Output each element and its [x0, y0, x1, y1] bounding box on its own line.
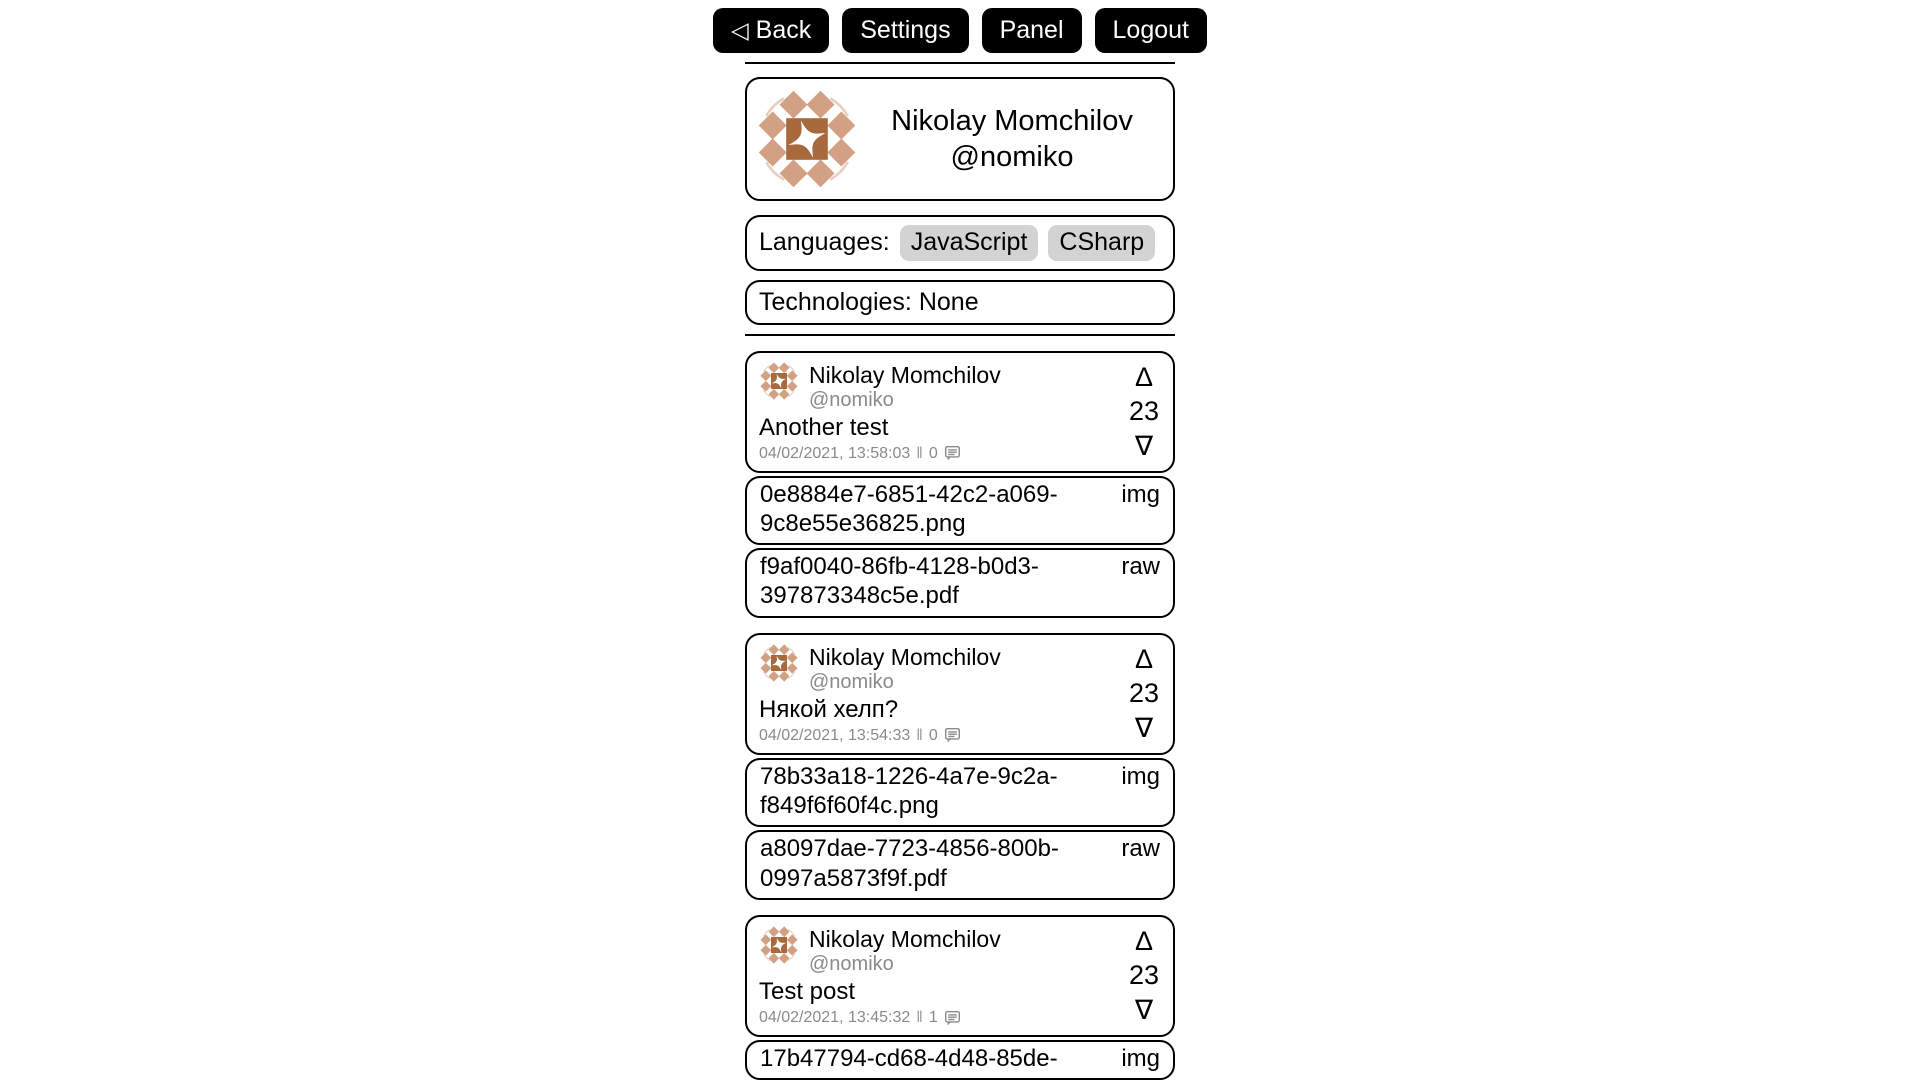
technologies-label: Technologies: None	[759, 288, 979, 317]
logout-button[interactable]: Logout	[1095, 8, 1207, 53]
post-title: Някой хелп?	[759, 696, 1121, 724]
back-button[interactable]	[713, 8, 829, 53]
back-arrow-icon: ◁	[731, 17, 749, 43]
comment-count: 0	[929, 445, 938, 463]
vote-count: 23	[1129, 962, 1159, 989]
downvote-button[interactable]: ∇	[1135, 433, 1153, 460]
post-author-avatar	[759, 643, 799, 683]
attachment-type-badge: img	[1121, 762, 1160, 791]
attachment-row[interactable]	[745, 758, 1175, 828]
profile-name: Nikolay Momchilov	[859, 103, 1165, 139]
comment-bubble-icon	[944, 445, 961, 462]
attachment-filename: 17b47794-cd68-4d48-85de-	[760, 1044, 1058, 1073]
comment-count: 0	[929, 727, 938, 745]
attachment-row[interactable]	[745, 830, 1175, 900]
toolbar	[0, 0, 1920, 53]
downvote-button[interactable]: ∇	[1135, 715, 1153, 742]
attachment-filename: a8097dae-7723-4856-800b-0997a5873f9f.pdf	[760, 834, 1090, 893]
profile-card	[745, 77, 1175, 201]
post-timestamp: 04/02/2021, 13:58:03	[759, 445, 910, 463]
language-badge-csharp: CSharp	[1048, 225, 1155, 261]
post-timestamp: 04/02/2021, 13:45:32	[759, 1009, 910, 1027]
post-author-handle: @nomiko	[809, 953, 1001, 975]
profile-page-content	[745, 62, 1175, 1080]
panel-button[interactable]: Panel	[982, 8, 1082, 53]
post-card[interactable]	[745, 351, 1175, 473]
back-button-label: Back	[756, 16, 812, 44]
meta-separator: ‖	[916, 445, 923, 463]
post	[745, 915, 1175, 1080]
profile-handle: @nomiko	[859, 139, 1165, 175]
post-author-handle: @nomiko	[809, 389, 1001, 411]
comment-count: 1	[929, 1009, 938, 1027]
languages-label: Languages:	[759, 228, 890, 257]
attachment-filename: 0e8884e7-6851-42c2-a069-9c8e55e36825.png	[760, 480, 1090, 539]
settings-button[interactable]: Settings	[842, 8, 968, 53]
post-author-name: Nikolay Momchilov	[809, 925, 1001, 951]
post-title: Another test	[759, 414, 1121, 442]
languages-card	[745, 215, 1175, 271]
post-author-handle: @nomiko	[809, 671, 1001, 693]
comment-bubble-icon	[944, 1010, 961, 1027]
post-title: Test post	[759, 978, 1121, 1006]
post-card[interactable]	[745, 633, 1175, 755]
vote-count: 23	[1129, 680, 1159, 707]
comment-bubble-icon	[944, 727, 961, 744]
attachment-type-badge: img	[1121, 480, 1160, 509]
meta-separator: ‖	[916, 727, 923, 745]
attachment-row[interactable]	[745, 548, 1175, 618]
post-timestamp: 04/02/2021, 13:54:33	[759, 727, 910, 745]
posts-list	[745, 351, 1175, 1080]
attachment-row[interactable]	[745, 476, 1175, 546]
post-author-name: Nikolay Momchilov	[809, 361, 1001, 387]
attachment-row[interactable]	[745, 1040, 1175, 1080]
upvote-button[interactable]: Δ	[1135, 646, 1153, 673]
attachment-filename: 78b33a18-1226-4a7e-9c2a-f849f6f60f4c.png	[760, 762, 1090, 821]
upvote-button[interactable]: Δ	[1135, 928, 1153, 955]
attachment-filename: f9af0040-86fb-4128-b0d3-397873348c5e.pdf	[760, 552, 1090, 611]
profile-avatar-identicon	[755, 87, 859, 191]
profile-name-block	[859, 103, 1165, 176]
post-author-avatar	[759, 361, 799, 401]
upvote-button[interactable]: Δ	[1135, 364, 1153, 391]
top-divider	[745, 62, 1175, 64]
posts-divider	[745, 334, 1175, 336]
attachment-type-badge: raw	[1121, 552, 1160, 581]
language-badge-javascript: JavaScript	[900, 225, 1039, 261]
downvote-button[interactable]: ∇	[1135, 997, 1153, 1024]
post	[745, 351, 1175, 618]
technologies-card	[745, 280, 1175, 325]
meta-separator: ‖	[916, 1009, 923, 1027]
attachment-type-badge: raw	[1121, 834, 1160, 863]
post-author-avatar	[759, 925, 799, 965]
post-author-name: Nikolay Momchilov	[809, 643, 1001, 669]
post	[745, 633, 1175, 900]
attachment-type-badge: img	[1121, 1044, 1160, 1073]
post-card[interactable]	[745, 915, 1175, 1037]
vote-count: 23	[1129, 398, 1159, 425]
